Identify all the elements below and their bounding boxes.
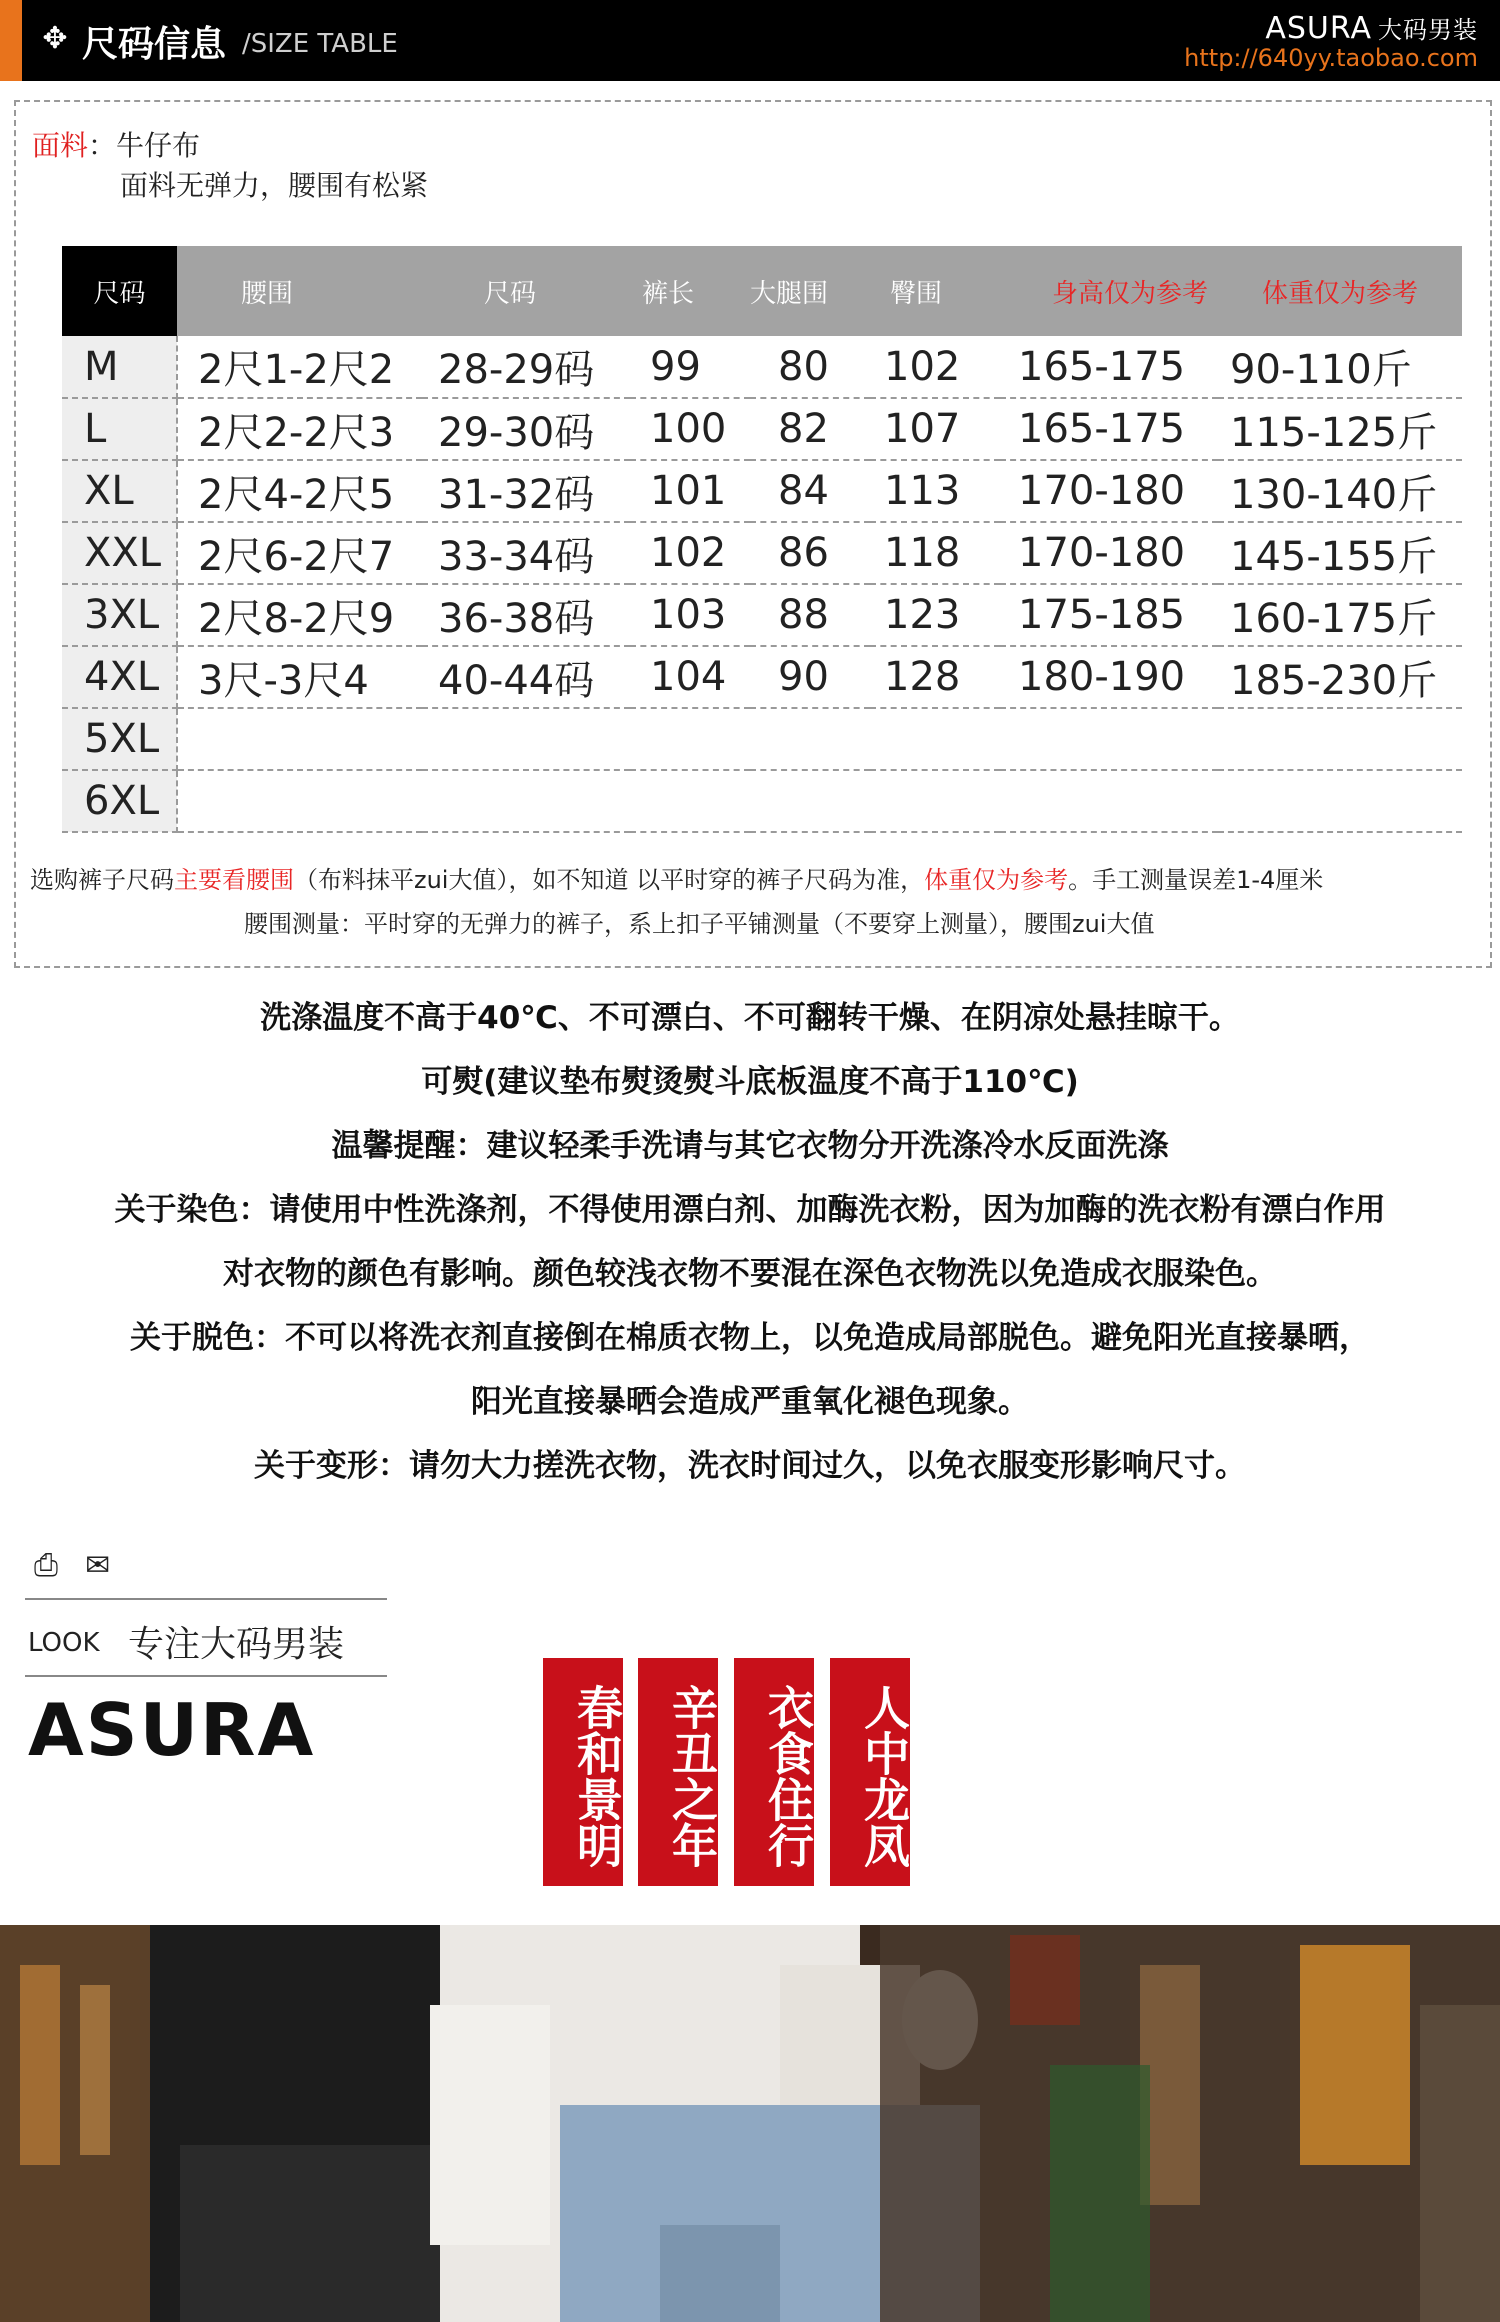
- column-header: 身高仅为参考: [1000, 246, 1218, 336]
- brand-name: ASURA: [1265, 11, 1372, 46]
- table-cell: 118: [870, 522, 1000, 584]
- column-header: 腰围: [177, 246, 422, 336]
- table-cell: [750, 770, 870, 832]
- size-label-cell: M: [62, 336, 177, 398]
- size-label-cell: 4XL: [62, 646, 177, 708]
- note-highlight: 体重仅为参考: [924, 866, 1069, 894]
- table-cell: 31-32码: [422, 460, 630, 522]
- table-cell: 180-190: [1000, 646, 1218, 708]
- printer-icon[interactable]: ⎙: [34, 1548, 58, 1583]
- column-header: 体重仅为参考: [1218, 246, 1462, 336]
- share-icons: [34, 1548, 132, 1583]
- table-row: [62, 584, 1462, 646]
- table-cell: [870, 708, 1000, 770]
- table-cell: 165-175: [1000, 336, 1218, 398]
- size-label-cell: 6XL: [62, 770, 177, 832]
- table-header-row: [62, 246, 1462, 336]
- table-cell: [750, 708, 870, 770]
- red-stamp: 春和景明: [543, 1658, 623, 1886]
- size-table: [62, 246, 1462, 833]
- fabric-note: 面料无弹力，腰围有松紧: [120, 169, 429, 202]
- table-cell: 90-110斤: [1218, 336, 1462, 398]
- waist-measure-note: 腰围测量：平时穿的无弹力的裤子，系上扣子平铺测量（不要穿上测量），腰围zui大值: [244, 910, 1155, 938]
- size-info-panel: [14, 100, 1492, 968]
- table-cell: 107: [870, 398, 1000, 460]
- table-cell: [870, 770, 1000, 832]
- table-cell: 123: [870, 584, 1000, 646]
- fabric-value: 牛仔布: [116, 129, 201, 162]
- table-cell: 145-155斤: [1218, 522, 1462, 584]
- table-cell: 90: [750, 646, 870, 708]
- brand-slogan: 专注大码男装: [128, 1624, 345, 1665]
- table-cell: 170-180: [1000, 522, 1218, 584]
- table-row: [62, 708, 1462, 770]
- table-cell: 28-29码: [422, 336, 630, 398]
- size-label-cell: L: [62, 398, 177, 460]
- table-cell: 175-185: [1000, 584, 1218, 646]
- note-text: （布料抹平zui大值），如不知道 以平时穿的裤子尺码为准，: [294, 866, 925, 894]
- note-text: 选购裤子尺码: [30, 866, 174, 894]
- table-cell: 82: [750, 398, 870, 460]
- table-cell: 36-38码: [422, 584, 630, 646]
- note-highlight: 主要看腰围: [174, 866, 294, 894]
- divider: [25, 1675, 387, 1677]
- red-stamp: 人中龙凤: [830, 1658, 910, 1886]
- fabric-label: 面料: [32, 129, 89, 162]
- table-cell: [1218, 708, 1462, 770]
- column-header: 尺码: [62, 246, 177, 336]
- column-header: 尺码: [422, 246, 630, 336]
- table-cell: 115-125斤: [1218, 398, 1462, 460]
- size-label-cell: XXL: [62, 522, 177, 584]
- header-subtitle: /SIZE TABLE: [242, 29, 398, 59]
- header-accent-bar: [0, 0, 22, 81]
- table-cell: 2尺4-2尺5: [177, 460, 422, 522]
- table-cell: [630, 708, 750, 770]
- table-cell: 2尺1-2尺2: [177, 336, 422, 398]
- column-header: 臀围: [870, 246, 1000, 336]
- size-label-cell: XL: [62, 460, 177, 522]
- note-text: 。手工测量误差1-4厘米: [1068, 866, 1324, 894]
- care-line: 可熨(建议垫布熨烫熨斗底板温度不高于110℃): [421, 1064, 1079, 1100]
- red-stamp: 辛丑之年: [638, 1658, 718, 1886]
- table-cell: [177, 770, 422, 832]
- table-cell: 2尺8-2尺9: [177, 584, 422, 646]
- mail-icon[interactable]: ✉: [85, 1548, 111, 1583]
- size-table-header: [0, 0, 1500, 81]
- table-cell: 33-34码: [422, 522, 630, 584]
- table-cell: [422, 708, 630, 770]
- care-line: 温馨提醒：建议轻柔手洗请与其它衣物分开洗涤冷水反面洗涤: [331, 1128, 1169, 1164]
- divider: [25, 1598, 387, 1600]
- brand-name-cn: 大码男装: [1378, 16, 1478, 44]
- table-cell: 99: [630, 336, 750, 398]
- table-row: [62, 398, 1462, 460]
- table-cell: 165-175: [1000, 398, 1218, 460]
- table-cell: 102: [630, 522, 750, 584]
- care-line: 洗涤温度不高于40℃、不可漂白、不可翻转干燥、在阴凉处悬挂晾干。: [260, 1000, 1240, 1036]
- table-row: [62, 646, 1462, 708]
- shop-url-link[interactable]: http://640yy.taobao.com: [1184, 44, 1478, 72]
- fabric-colon: ：: [88, 129, 117, 162]
- table-row: [62, 522, 1462, 584]
- table-cell: [177, 708, 422, 770]
- asura-logo: ASURA: [28, 1688, 316, 1772]
- table-cell: 113: [870, 460, 1000, 522]
- header-brand: [1265, 10, 1478, 46]
- table-cell: 88: [750, 584, 870, 646]
- table-cell: 101: [630, 460, 750, 522]
- fabric-info: [32, 126, 428, 206]
- table-row: [62, 770, 1462, 832]
- table-cell: 170-180: [1000, 460, 1218, 522]
- table-cell: [1218, 770, 1462, 832]
- care-line: 关于染色：请使用中性洗涤剂，不得使用漂白剂、加酶洗衣粉，因为加酶的洗衣粉有漂白作用: [114, 1192, 1386, 1228]
- move-arrows-icon: ✥: [42, 21, 68, 56]
- table-cell: 160-175斤: [1218, 584, 1462, 646]
- table-cell: 128: [870, 646, 1000, 708]
- table-cell: 80: [750, 336, 870, 398]
- table-cell: 185-230斤: [1218, 646, 1462, 708]
- table-cell: [630, 770, 750, 832]
- table-row: [62, 460, 1462, 522]
- care-line: 阳光直接暴晒会造成严重氧化褪色现象。: [471, 1384, 1029, 1420]
- look-label: LOOK: [28, 1628, 100, 1658]
- table-cell: 29-30码: [422, 398, 630, 460]
- table-cell: 103: [630, 584, 750, 646]
- table-cell: 130-140斤: [1218, 460, 1462, 522]
- care-line: 对衣物的颜色有影响。颜色较浅衣物不要混在深色衣物洗以免造成衣服染色。: [223, 1256, 1277, 1292]
- header-title: 尺码信息: [82, 24, 227, 65]
- table-cell: 86: [750, 522, 870, 584]
- red-stamp: 衣食住行: [734, 1658, 814, 1886]
- purchase-note: [30, 860, 1323, 895]
- size-label-cell: 5XL: [62, 708, 177, 770]
- table-cell: 2尺2-2尺3: [177, 398, 422, 460]
- table-cell: 84: [750, 460, 870, 522]
- table-cell: 2尺6-2尺7: [177, 522, 422, 584]
- table-cell: 100: [630, 398, 750, 460]
- table-cell: 40-44码: [422, 646, 630, 708]
- model-photo-illustration: [0, 1925, 1500, 2322]
- table-cell: [422, 770, 630, 832]
- column-header: 大腿围: [750, 246, 870, 336]
- model-photo: [0, 1925, 1500, 2322]
- table-row: [62, 336, 1462, 398]
- care-line: 关于变形：请勿大力搓洗衣物，洗衣时间过久，以免衣服变形影响尺寸。: [254, 1448, 1246, 1484]
- table-cell: 102: [870, 336, 1000, 398]
- column-header: 裤长: [630, 246, 750, 336]
- size-label-cell: 3XL: [62, 584, 177, 646]
- table-cell: 104: [630, 646, 750, 708]
- table-cell: 3尺-3尺4: [177, 646, 422, 708]
- table-cell: [1000, 770, 1218, 832]
- table-cell: [1000, 708, 1218, 770]
- care-line: 关于脱色：不可以将洗衣剂直接倒在棉质衣物上，以免造成局部脱色。避免阳光直接暴晒，: [130, 1320, 1370, 1356]
